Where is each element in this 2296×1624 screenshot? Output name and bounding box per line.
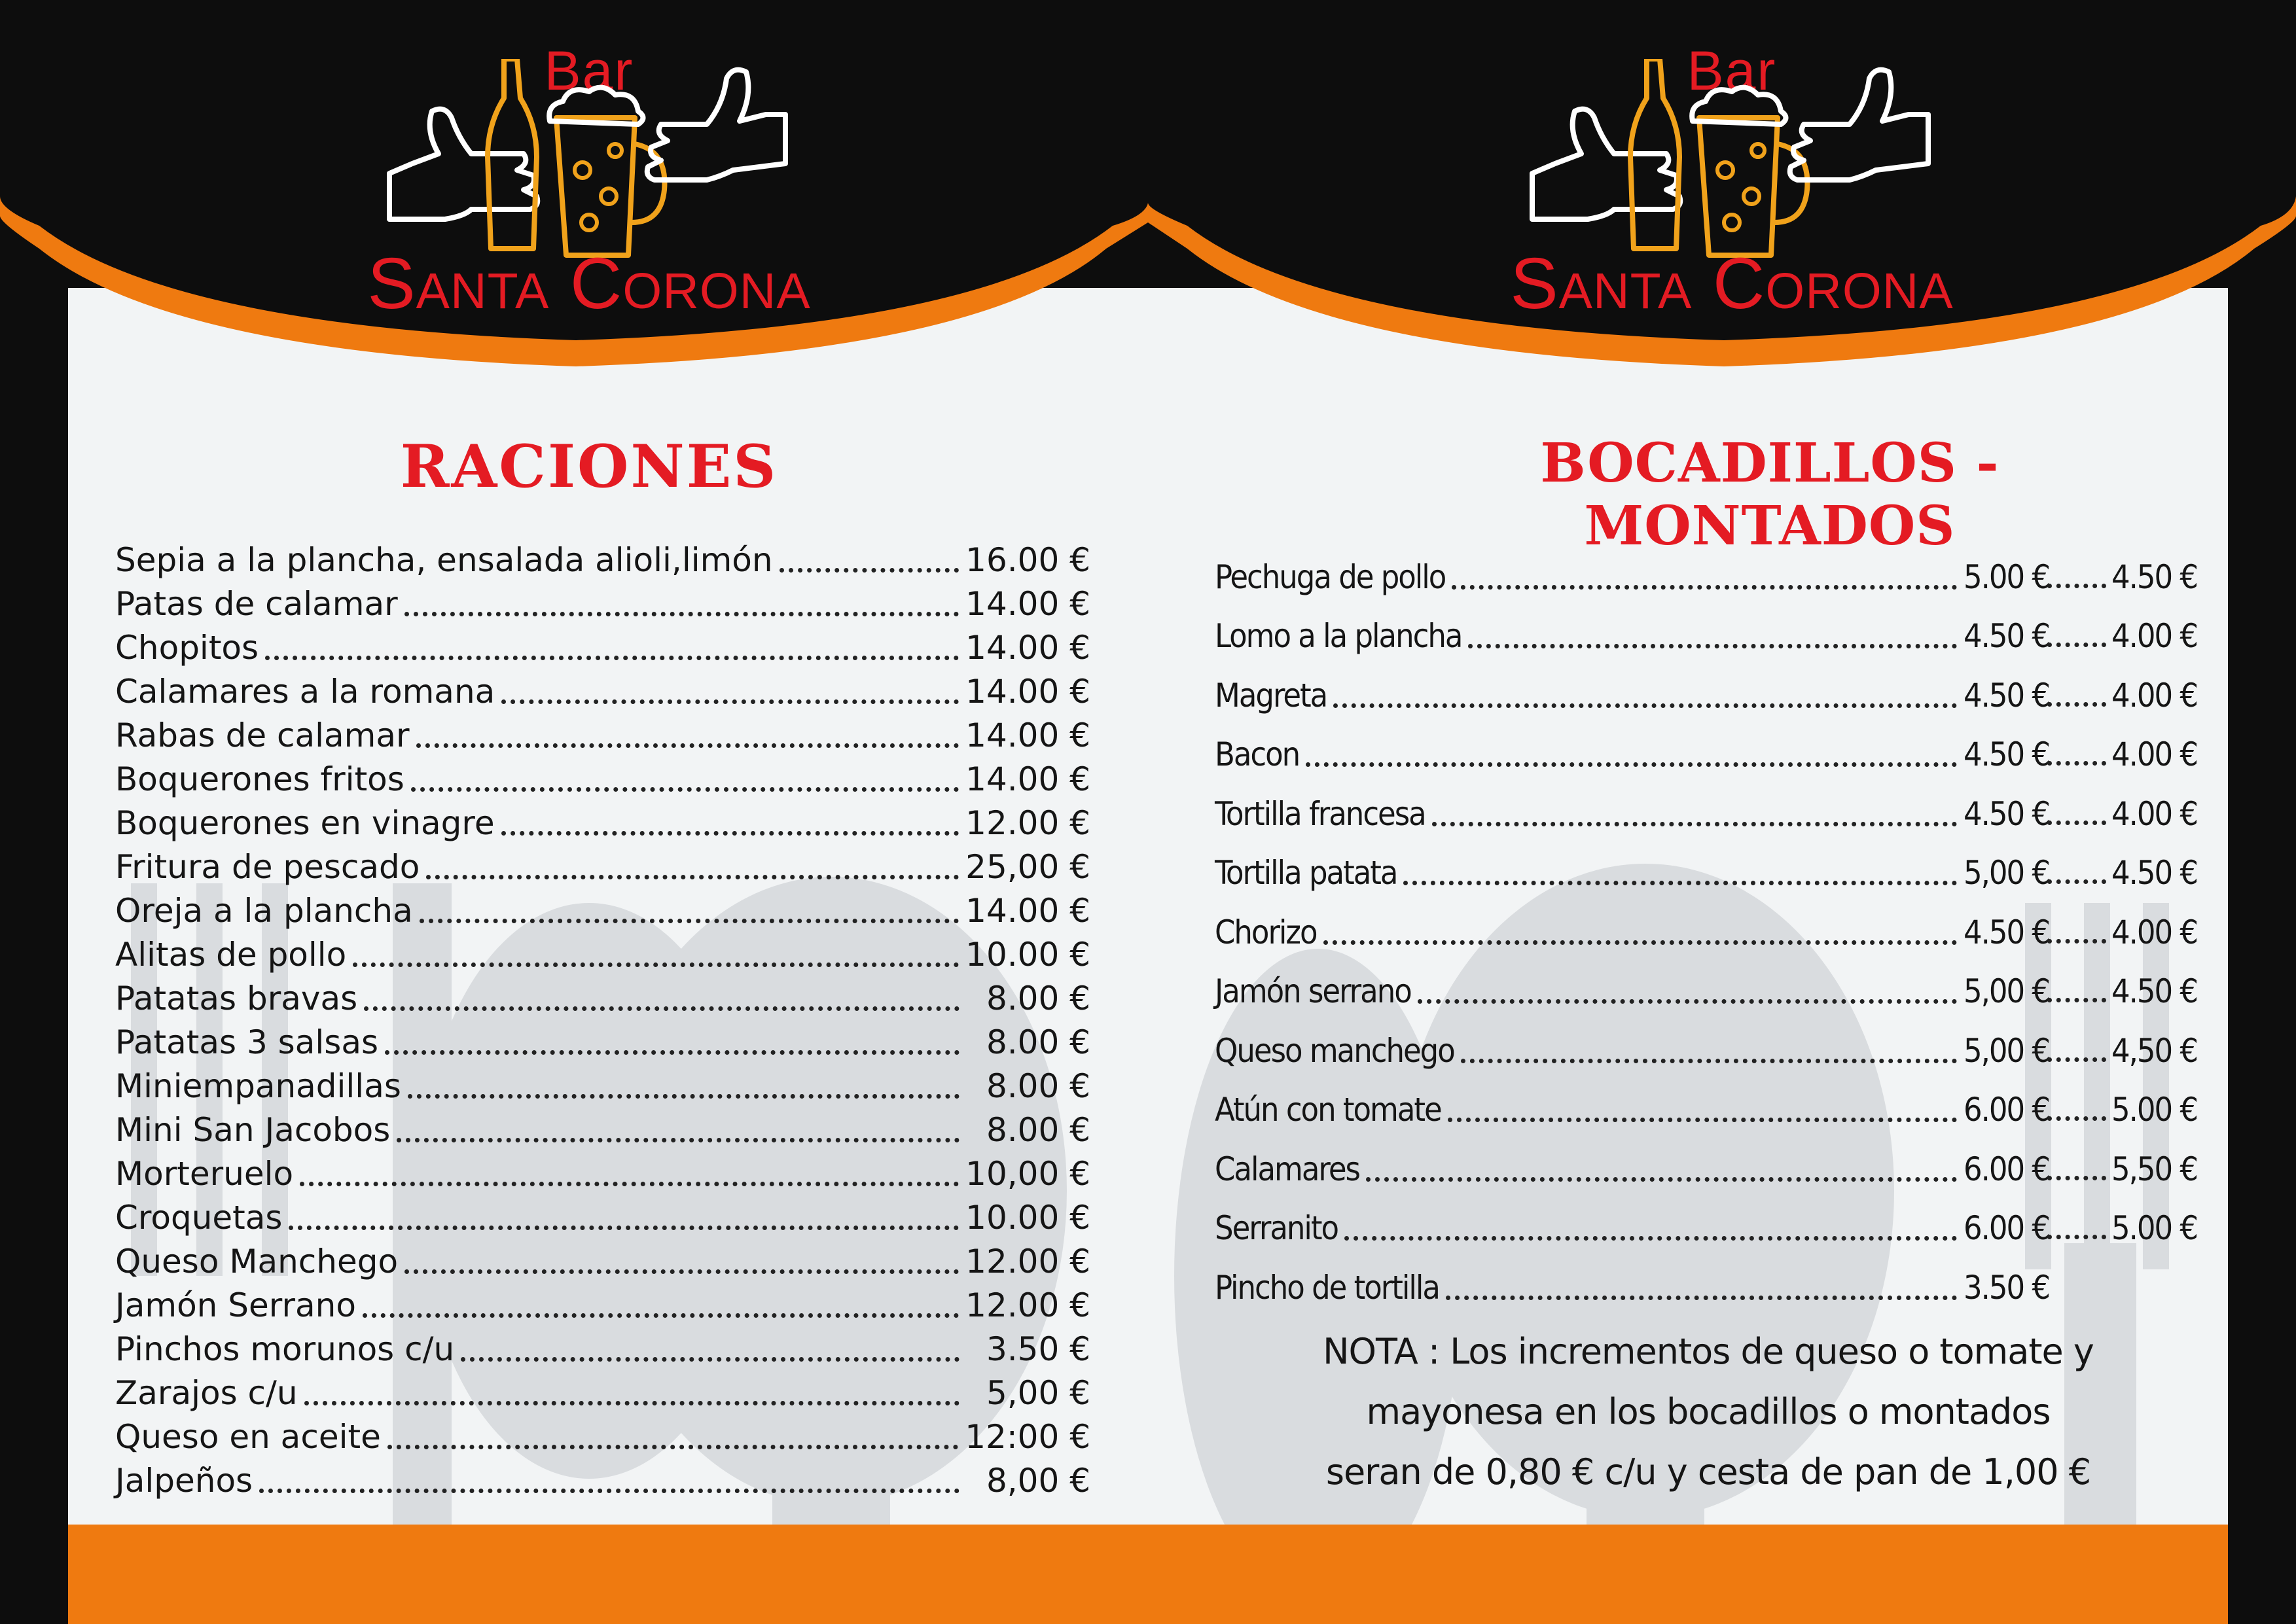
- item-price: 10,00 €: [965, 1155, 1090, 1193]
- item-name: Pinchos morunos c/u: [115, 1330, 455, 1368]
- montado-price: 5.00 €: [2111, 1091, 2198, 1129]
- item-name: Fritura de pescado: [115, 848, 420, 886]
- dot-leader: [2047, 879, 2106, 884]
- item-name: Pechuga de pollo: [1215, 557, 1446, 596]
- item-name: Oreja a la plancha: [115, 892, 413, 930]
- menu-item-row: [115, 974, 1090, 1017]
- item-price: 16.00 €: [965, 541, 1090, 579]
- note-line: seran de 0,80 € c/u y cesta de pan de 1,00 €: [1325, 1451, 2091, 1492]
- menu-item-row: [115, 1193, 1090, 1237]
- montado-price: 4.50 €: [2111, 557, 2198, 596]
- menu-item-row: [115, 886, 1090, 930]
- dot-leader: [501, 699, 959, 704]
- bocadillo-price: 6.00 €: [1964, 1150, 2050, 1188]
- dot-leader: [259, 1489, 960, 1493]
- dot-leader: [289, 1226, 959, 1230]
- menu-item-row: [115, 623, 1090, 667]
- menu-item-row: [1215, 773, 2198, 833]
- item-price: 25,00 €: [965, 848, 1090, 886]
- dot-leader: [1452, 585, 1957, 590]
- dot-leader: [411, 787, 959, 792]
- menu-item-row: [115, 1324, 1090, 1368]
- item-price: 8.00 €: [986, 1067, 1090, 1105]
- bocadillo-price: 3.50 €: [1964, 1268, 2050, 1307]
- montado-price: 4.00 €: [2111, 794, 2198, 833]
- montado-price: 4.50 €: [2111, 972, 2198, 1010]
- menu-item-row: [115, 535, 1090, 579]
- menu-item-row: [1215, 715, 2198, 774]
- bocadillo-price: 5,00 €: [1964, 854, 2050, 892]
- item-name: Queso Manchego: [115, 1243, 399, 1280]
- menu-item-row: [1215, 1010, 2198, 1070]
- item-name: Patas de calamar: [115, 585, 398, 623]
- raciones-list: [115, 535, 1090, 1500]
- bocadillo-price: 5,00 €: [1964, 1031, 2050, 1070]
- dot-leader: [1323, 940, 1957, 945]
- dot-leader: [426, 875, 959, 879]
- item-name: Bacon: [1215, 735, 1300, 773]
- dot-leader: [353, 962, 959, 967]
- dot-leader: [1333, 703, 1957, 708]
- menu-item-row: [1215, 1070, 2198, 1129]
- dot-leader: [2047, 998, 2106, 1002]
- item-price: 3.50 €: [986, 1330, 1090, 1368]
- dot-leader: [2047, 1235, 2106, 1239]
- dot-leader: [416, 743, 960, 748]
- menu-item-row: [115, 1412, 1090, 1456]
- bocadillo-price: 4.50 €: [1964, 794, 2050, 833]
- bocadillo-price: 4.50 €: [1964, 913, 2050, 951]
- item-name: Queso manchego: [1215, 1031, 1454, 1070]
- montado-price: 4.00 €: [2111, 617, 2198, 655]
- menu-item-row: [115, 930, 1090, 974]
- montado-price: 5.00 €: [2111, 1209, 2198, 1247]
- item-price: 14.00 €: [965, 892, 1090, 930]
- dot-leader: [2047, 702, 2106, 707]
- item-name: Magreta: [1215, 676, 1327, 715]
- item-price: 12.00 €: [965, 1286, 1090, 1324]
- dot-leader: [1418, 999, 1957, 1004]
- menu-item-row: [115, 1061, 1090, 1105]
- item-name: Sepia a la plancha, ensalada alioli,limón: [115, 541, 773, 579]
- menu-item-row: [115, 754, 1090, 798]
- dot-leader: [363, 1313, 959, 1318]
- dot-leader: [1448, 1118, 1957, 1122]
- menu-item-row: [1215, 1188, 2198, 1248]
- montado-price: 4.00 €: [2111, 735, 2198, 773]
- item-name: Calamares: [1215, 1150, 1359, 1188]
- menu-item-row: [115, 798, 1090, 842]
- menu-item-row: [1215, 596, 2198, 656]
- item-price: 5,00 €: [986, 1374, 1090, 1412]
- item-name: Chorizo: [1215, 913, 1317, 951]
- menu-item-row: [115, 711, 1090, 754]
- bocadillos-list: [1215, 537, 2198, 1307]
- menu-item-row: [1215, 951, 2198, 1011]
- dot-leader: [2047, 643, 2106, 647]
- menu-item-row: [1215, 892, 2198, 951]
- montado-price: 4.00 €: [2111, 913, 2198, 951]
- logo-word-name: Santa Corona: [1510, 243, 1954, 324]
- dot-leader: [501, 831, 960, 836]
- dot-leader: [2047, 761, 2106, 766]
- dot-leader: [300, 1182, 959, 1186]
- dot-leader: [397, 1138, 960, 1142]
- bocadillo-price: 4.50 €: [1964, 676, 2050, 715]
- menu-item-row: [115, 1105, 1090, 1149]
- dot-leader: [387, 1445, 958, 1449]
- item-name: Morteruelo: [115, 1155, 294, 1193]
- item-name: Queso en aceite: [115, 1418, 381, 1456]
- menu-item-row: [1215, 833, 2198, 892]
- item-name: Lomo a la plancha: [1215, 617, 1462, 655]
- menu-item-row: [115, 1456, 1090, 1500]
- dot-leader: [780, 568, 960, 573]
- item-price: 8.00 €: [986, 1111, 1090, 1149]
- item-name: Rabas de calamar: [115, 716, 410, 754]
- bocadillos-note: [1283, 1322, 2134, 1502]
- item-price: 8,00 €: [986, 1462, 1090, 1500]
- item-name: Boquerones en vinagre: [115, 804, 495, 842]
- item-price: 12.00 €: [965, 1243, 1090, 1280]
- dot-leader: [304, 1401, 960, 1405]
- bocadillo-price: 5.00 €: [1964, 557, 2050, 596]
- item-name: Pincho de tortilla: [1215, 1268, 1439, 1307]
- bocadillos-title: BOCADILLOS - MONTADOS: [1540, 432, 2000, 557]
- item-name: Chopitos: [115, 629, 259, 667]
- dot-leader: [1344, 1236, 1957, 1241]
- menu-item-row: [115, 1149, 1090, 1193]
- menu-item-row: [115, 1237, 1090, 1280]
- dot-leader: [1468, 644, 1957, 648]
- item-price: 12:00 €: [965, 1418, 1090, 1456]
- dot-leader: [2047, 939, 2106, 944]
- item-name: Patatas bravas: [115, 980, 358, 1017]
- dot-leader: [1461, 1059, 1957, 1063]
- item-price: 14.00 €: [965, 629, 1090, 667]
- dot-leader: [404, 1269, 959, 1274]
- montado-price: 4.00 €: [2111, 676, 2198, 715]
- dot-leader: [364, 1006, 960, 1011]
- dot-leader: [1446, 1296, 1957, 1300]
- bocadillo-price: 6.00 €: [1964, 1091, 2050, 1129]
- bar-logo: [1483, 39, 1981, 327]
- montado-price: 4,50 €: [2111, 1031, 2198, 1070]
- dot-leader: [2047, 1176, 2106, 1180]
- bocadillo-price: 5,00 €: [1964, 972, 2050, 1010]
- dot-leader: [2047, 821, 2106, 825]
- dot-leader: [2047, 1057, 2106, 1062]
- dot-leader: [2047, 584, 2106, 588]
- logo-word-name: Santa Corona: [367, 243, 811, 324]
- bocadillo-price: 4.50 €: [1964, 735, 2050, 773]
- item-price: 10.00 €: [965, 1199, 1090, 1237]
- menu-item-row: [115, 579, 1090, 623]
- dot-leader: [461, 1357, 960, 1362]
- note-line: NOTA : Los incrementos de queso o tomate y: [1323, 1331, 2094, 1372]
- item-price: 14.00 €: [965, 760, 1090, 798]
- item-price: 10.00 €: [965, 936, 1090, 974]
- item-name: Tortilla francesa: [1215, 794, 1426, 833]
- item-name: Jamón serrano: [1215, 972, 1411, 1010]
- bar-logo: [340, 39, 838, 327]
- dot-leader: [265, 656, 959, 660]
- menu-item-row: [1215, 655, 2198, 715]
- toast-hands-beer-icon: [340, 59, 838, 268]
- item-price: 14.00 €: [965, 716, 1090, 754]
- item-name: Miniempanadillas: [115, 1067, 401, 1105]
- dot-leader: [408, 1094, 960, 1099]
- montado-price: 5,50 €: [2111, 1150, 2198, 1188]
- item-name: Croquetas: [115, 1199, 283, 1237]
- montado-price: 4.50 €: [2111, 854, 2198, 892]
- item-price: 14.00 €: [965, 585, 1090, 623]
- item-name: Alitas de pollo: [115, 936, 347, 974]
- menu-item-row: [1215, 537, 2198, 596]
- menu-item-row: [115, 1368, 1090, 1412]
- item-price: 14.00 €: [965, 673, 1090, 711]
- dot-leader: [2047, 1116, 2106, 1121]
- menu-item-row: [115, 1017, 1090, 1061]
- item-name: Jamón Serrano: [115, 1286, 356, 1324]
- logo-word-bar: Bar: [544, 40, 634, 101]
- bocadillo-price: 4.50 €: [1964, 617, 2050, 655]
- menu-item-row: [115, 842, 1090, 886]
- item-name: Boquerones fritos: [115, 760, 404, 798]
- item-price: 8.00 €: [986, 1023, 1090, 1061]
- item-name: Calamares a la romana: [115, 673, 495, 711]
- item-price: 12.00 €: [965, 804, 1090, 842]
- item-name: Patatas 3 salsas: [115, 1023, 379, 1061]
- dot-leader: [420, 919, 959, 923]
- item-name: Atún con tomate: [1215, 1091, 1441, 1129]
- item-name: Zarajos c/u: [115, 1374, 298, 1412]
- dot-leader: [1366, 1177, 1957, 1182]
- dot-leader: [1306, 762, 1957, 767]
- toast-hands-beer-icon: [1483, 59, 1981, 268]
- menu-item-row: [115, 1280, 1090, 1324]
- item-price: 8.00 €: [986, 980, 1090, 1017]
- menu-item-row: [115, 667, 1090, 711]
- logo-word-bar: Bar: [1687, 40, 1777, 101]
- raciones-title: RACIONES: [400, 432, 778, 501]
- dot-leader: [385, 1050, 960, 1055]
- item-name: Serranito: [1215, 1209, 1338, 1247]
- item-name: Tortilla patata: [1215, 854, 1397, 892]
- menu-item-row: [1215, 1129, 2198, 1188]
- bocadillo-price: 6.00 €: [1964, 1209, 2050, 1247]
- note-line: mayonesa en los bocadillos o montados: [1366, 1391, 2051, 1432]
- dot-leader: [1403, 881, 1957, 885]
- item-name: Jalpeños: [115, 1462, 253, 1500]
- dot-leader: [1432, 822, 1957, 826]
- menu-item-row: [1215, 1247, 2190, 1307]
- item-name: Mini San Jacobos: [115, 1111, 391, 1149]
- dot-leader: [404, 612, 959, 616]
